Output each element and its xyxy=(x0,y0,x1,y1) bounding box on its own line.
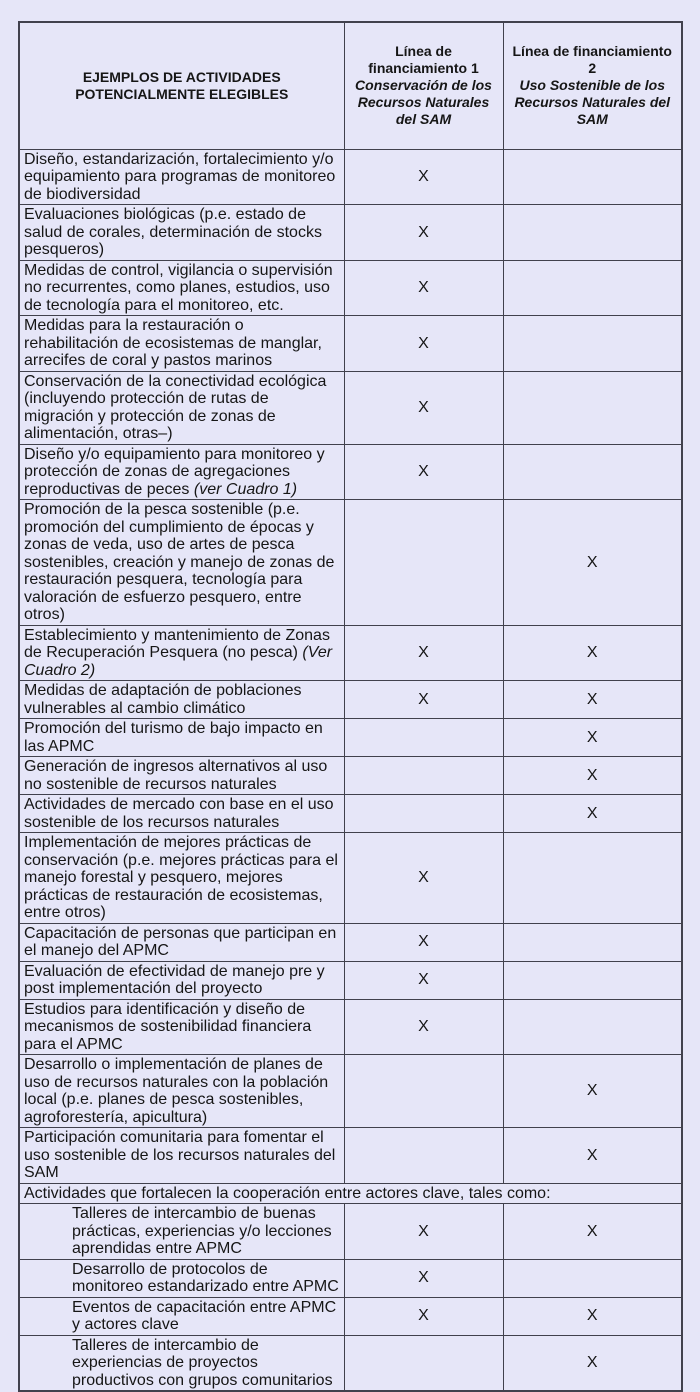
table-row xyxy=(19,795,682,833)
linea1-mark-cell: X xyxy=(344,149,503,205)
linea2-mark-cell xyxy=(503,999,682,1055)
activity-text: Establecimiento y mantenimiento de Zonas de Recuperación Pesquera (no pesca) xyxy=(24,626,330,661)
table-row xyxy=(19,371,682,444)
activity-text: Desarrollo o implementación de planes de uso de recursos naturales con la población local (p.e. planes de pesca sostenibles, agroforestería, apicultura) xyxy=(24,1056,329,1126)
linea2-mark-cell xyxy=(503,316,682,372)
activity-cell xyxy=(19,757,344,795)
activity-cell xyxy=(19,500,344,626)
linea1-mark-cell: X xyxy=(344,316,503,372)
linea1-mark-cell xyxy=(344,795,503,833)
activity-text: Desarrollo de protocolos de monitoreo estandarizado entre APMC xyxy=(72,1260,339,1295)
linea2-mark-cell: X xyxy=(503,681,682,719)
linea1-mark-cell xyxy=(344,1055,503,1128)
table-row xyxy=(19,923,682,961)
activity-text: Diseño, estandarización, fortalecimiento y/o equipamiento para programas de monitoreo de biodiversidad xyxy=(24,150,336,203)
linea2-mark-cell xyxy=(503,444,682,500)
activity-note: (Ver Cuadro 2) xyxy=(24,644,333,679)
activity-text: Implementación de mejores prácticas de conservación (p.e. mejores prácticas para el manejo forestal y pesquero, mejores prácticas de restauración de ecosistemas, entre otros) xyxy=(24,834,338,921)
linea2-mark-cell: X xyxy=(503,1335,682,1391)
table-row xyxy=(19,681,682,719)
linea2-mark-cell: X xyxy=(503,1204,682,1260)
linea2-mark-cell: X xyxy=(503,757,682,795)
linea1-mark-cell: X xyxy=(344,961,503,999)
linea1-mark-cell: X xyxy=(344,1297,503,1335)
activity-cell xyxy=(19,719,344,757)
table-row xyxy=(19,833,682,924)
linea1-mark-cell xyxy=(344,500,503,626)
table-row xyxy=(19,205,682,261)
table-row xyxy=(19,444,682,500)
linea2-mark-cell xyxy=(503,923,682,961)
activity-cell xyxy=(19,961,344,999)
linea2-mark-cell: X xyxy=(503,1297,682,1335)
activity-cell xyxy=(19,316,344,372)
linea2-mark-cell: X xyxy=(503,719,682,757)
header-linea1-subtitle: Conservación de los Recursos Naturales del SAM xyxy=(355,77,492,128)
table-row xyxy=(19,757,682,795)
header-activities: EJEMPLOS DE ACTIVIDADES POTENCIALMENTE ELEGIBLES xyxy=(19,22,344,149)
table-row xyxy=(19,316,682,372)
activity-text: Evaluación de efectividad de manejo pre y post implementación del proyecto xyxy=(24,962,325,997)
linea2-mark-cell: X xyxy=(503,1055,682,1128)
activity-cell xyxy=(19,444,344,500)
table-row xyxy=(19,1335,682,1391)
linea1-mark-cell: X xyxy=(344,205,503,261)
header-linea2-subtitle: Uso Sostenible de los Recursos Naturales del SAM xyxy=(514,77,671,128)
linea1-mark-cell: X xyxy=(344,833,503,924)
linea2-mark-cell: X xyxy=(503,500,682,626)
linea2-mark-cell xyxy=(503,205,682,261)
linea1-mark-cell xyxy=(344,1335,503,1391)
table-row xyxy=(19,625,682,681)
table-row xyxy=(19,719,682,757)
linea1-mark-cell xyxy=(344,719,503,757)
eligible-activities-table xyxy=(18,21,683,1392)
header-linea1-title: Línea de financiamiento 1 xyxy=(368,43,479,77)
linea1-mark-cell xyxy=(344,1128,503,1184)
table-row xyxy=(19,149,682,205)
activity-cell xyxy=(19,1128,344,1184)
activity-text: Estudios para identificación y diseño de mecanismos de sostenibilidad financiera para el APMC xyxy=(24,1000,312,1053)
activities-table-body xyxy=(19,149,682,1391)
activity-cell xyxy=(19,795,344,833)
activity-text: Talleres de intercambio de experiencias de proyectos productivos con grupos comunitarios xyxy=(72,1336,333,1389)
activity-cell xyxy=(19,999,344,1055)
activity-cell xyxy=(19,149,344,205)
activity-cell xyxy=(19,1259,344,1297)
activity-text: Promoción de la pesca sostenible (p.e. promoción del cumplimiento de épocas y zonas de veda, uso de artes de pesca sostenibles, creación y manejo de zonas de restauración pesquera, tecnología para valoración de esfuerzo pesquero, entre otros) xyxy=(24,501,335,623)
linea2-mark-cell xyxy=(503,260,682,316)
activity-text: Medidas de control, vigilancia o supervisión no recurrentes, como planes, estudios, uso de tecnología para el monitoreo, etc. xyxy=(24,261,333,314)
linea1-mark-cell: X xyxy=(344,625,503,681)
activity-text: Participación comunitaria para fomentar el uso sostenible de los recursos naturales del SAM xyxy=(24,1129,336,1181)
activity-cell xyxy=(19,205,344,261)
table-row xyxy=(19,260,682,316)
activity-cell xyxy=(19,260,344,316)
activity-note: (ver Cuadro 1) xyxy=(193,480,298,498)
table-row xyxy=(19,1055,682,1128)
linea1-mark-cell xyxy=(344,757,503,795)
activity-text: Conservación de la conectividad ecológica (incluyendo protección de rutas de migración y protección de zonas de alimentación, otras–) xyxy=(24,372,327,442)
linea1-mark-cell: X xyxy=(344,681,503,719)
table-row xyxy=(19,1204,682,1260)
linea2-mark-cell xyxy=(503,833,682,924)
linea1-mark-cell: X xyxy=(344,923,503,961)
linea2-mark-cell: X xyxy=(503,795,682,833)
linea2-mark-cell xyxy=(503,1259,682,1297)
activity-cell xyxy=(19,833,344,924)
linea1-mark-cell: X xyxy=(344,371,503,444)
section-label: Actividades que fortalecen la cooperación entre actores clave, tales como: xyxy=(19,1183,682,1204)
activity-cell xyxy=(19,371,344,444)
linea2-mark-cell xyxy=(503,961,682,999)
table-row xyxy=(19,1297,682,1335)
linea1-mark-cell: X xyxy=(344,1259,503,1297)
activity-text: Promoción del turismo de bajo impacto en las APMC xyxy=(24,720,323,755)
activity-text: Talleres de intercambio de buenas prácticas, experiencias y/o lecciones aprendidas entre APMC xyxy=(72,1205,332,1257)
header-linea2 xyxy=(503,22,682,149)
table-row xyxy=(19,999,682,1055)
linea1-mark-cell: X xyxy=(344,444,503,500)
linea1-mark-cell: X xyxy=(344,260,503,316)
header-linea1 xyxy=(344,22,503,149)
activity-text: Medidas para la restauración o rehabilitación de ecosistemas de manglar, arrecifes de coral y pastos marinos xyxy=(24,317,322,369)
activity-cell xyxy=(19,1204,344,1260)
activity-text: Generación de ingresos alternativos al uso no sostenible de recursos naturales xyxy=(24,758,328,793)
activity-text: Medidas de adaptación de poblaciones vulnerables al cambio climático xyxy=(24,682,302,717)
activity-cell xyxy=(19,681,344,719)
activity-text: Capacitación de personas que participan en el manejo del APMC xyxy=(24,924,337,959)
activity-cell xyxy=(19,923,344,961)
linea2-mark-cell: X xyxy=(503,1128,682,1184)
activity-cell xyxy=(19,1055,344,1128)
activity-cell xyxy=(19,625,344,681)
activity-text: Evaluaciones biológicas (p.e. estado de salud de corales, determinación de stocks pesqueros) xyxy=(24,206,322,258)
header-linea2-title: Línea de financiamiento 2 xyxy=(512,43,672,77)
table-row xyxy=(19,1259,682,1297)
linea2-mark-cell: X xyxy=(503,625,682,681)
activity-cell xyxy=(19,1335,344,1391)
table-row xyxy=(19,1128,682,1184)
linea1-mark-cell: X xyxy=(344,999,503,1055)
table-header-row xyxy=(19,22,682,149)
activity-text: Diseño y/o equipamiento para monitoreo y protección de zonas de agregaciones reproductivas de peces xyxy=(24,445,325,498)
activity-text: Actividades de mercado con base en el uso sostenible de los recursos naturales xyxy=(24,796,334,831)
table-row xyxy=(19,500,682,626)
linea2-mark-cell xyxy=(503,149,682,205)
linea2-mark-cell xyxy=(503,371,682,444)
section-row xyxy=(19,1183,682,1204)
table-row xyxy=(19,961,682,999)
activity-cell xyxy=(19,1297,344,1335)
linea1-mark-cell: X xyxy=(344,1204,503,1260)
activity-text: Eventos de capacitación entre APMC y actores clave xyxy=(72,1298,337,1333)
